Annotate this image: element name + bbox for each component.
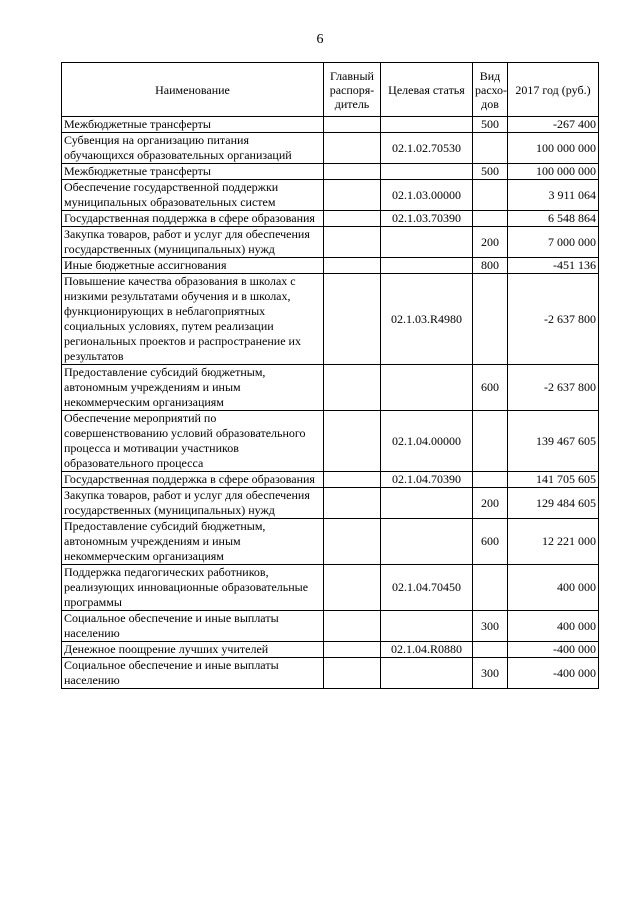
cell-type xyxy=(473,472,508,488)
table-row xyxy=(62,488,599,519)
cell-admin xyxy=(324,658,381,689)
cell-target xyxy=(381,164,473,180)
cell-admin xyxy=(324,611,381,642)
table-row xyxy=(62,117,599,133)
cell-admin xyxy=(324,211,381,227)
table-row xyxy=(62,274,599,365)
cell-name: Закупка товаров, работ и услуг для обеспечения государственных (муниципальных) нужд xyxy=(62,227,324,258)
cell-amount: 3 911 064 xyxy=(508,180,599,211)
cell-amount: -400 000 xyxy=(508,642,599,658)
cell-target xyxy=(381,365,473,411)
cell-amount: 100 000 000 xyxy=(508,133,599,164)
cell-name: Предоставление субсидий бюджетным, автономным учреждениям и иным некоммерческим организациям xyxy=(62,519,324,565)
cell-type xyxy=(473,642,508,658)
cell-target xyxy=(381,488,473,519)
cell-name: Обеспечение государственной поддержки муниципальных образовательных систем xyxy=(62,180,324,211)
cell-amount: -451 136 xyxy=(508,258,599,274)
cell-target: 02.1.03.R4980 xyxy=(381,274,473,365)
cell-name: Субвенция на организацию питания обучающихся образовательных организаций xyxy=(62,133,324,164)
header-admin: Главный распоря-дитель xyxy=(324,63,381,117)
cell-target xyxy=(381,519,473,565)
header-name: Наименование xyxy=(62,63,324,117)
cell-name: Государственная поддержка в сфере образования xyxy=(62,211,324,227)
cell-target xyxy=(381,658,473,689)
cell-target xyxy=(381,227,473,258)
cell-target xyxy=(381,611,473,642)
cell-type xyxy=(473,411,508,472)
cell-admin xyxy=(324,164,381,180)
cell-admin xyxy=(324,365,381,411)
table-row xyxy=(62,411,599,472)
table-row xyxy=(62,164,599,180)
cell-amount: 7 000 000 xyxy=(508,227,599,258)
cell-type: 300 xyxy=(473,611,508,642)
table-row xyxy=(62,227,599,258)
table-row xyxy=(62,365,599,411)
table-row xyxy=(62,519,599,565)
cell-amount: 100 000 000 xyxy=(508,164,599,180)
cell-amount: 400 000 xyxy=(508,565,599,611)
cell-target xyxy=(381,258,473,274)
cell-name: Социальное обеспечение и иные выплаты населению xyxy=(62,611,324,642)
cell-target: 02.1.03.00000 xyxy=(381,180,473,211)
cell-name: Социальное обеспечение и иные выплаты населению xyxy=(62,658,324,689)
cell-admin xyxy=(324,227,381,258)
cell-admin xyxy=(324,519,381,565)
table-row xyxy=(62,258,599,274)
cell-amount: 6 548 864 xyxy=(508,211,599,227)
table-row xyxy=(62,565,599,611)
cell-type: 600 xyxy=(473,365,508,411)
table-row xyxy=(62,211,599,227)
cell-amount: 400 000 xyxy=(508,611,599,642)
table-row xyxy=(62,642,599,658)
cell-type xyxy=(473,274,508,365)
cell-amount: -267 400 xyxy=(508,117,599,133)
cell-admin xyxy=(324,274,381,365)
cell-type xyxy=(473,133,508,164)
table-row xyxy=(62,611,599,642)
cell-name: Повышение качества образования в школах с низкими результатами обучения и в школах, функционирующих в неблагоприятных социальных условиях, путем реализации региональных проектов и распространение их результатов xyxy=(62,274,324,365)
cell-name: Межбюджетные трансферты xyxy=(62,117,324,133)
cell-target: 02.1.02.70530 xyxy=(381,133,473,164)
page-number: 6 xyxy=(316,32,324,47)
cell-type: 300 xyxy=(473,658,508,689)
cell-amount: 129 484 605 xyxy=(508,488,599,519)
table-row xyxy=(62,658,599,689)
header-target: Целевая статья xyxy=(381,63,473,117)
cell-type: 200 xyxy=(473,488,508,519)
cell-name: Обеспечение мероприятий по совершенствованию условий образовательного процесса и мотивации участников образовательного процесса xyxy=(62,411,324,472)
cell-target: 02.1.04.00000 xyxy=(381,411,473,472)
table-header-row xyxy=(62,63,599,117)
cell-admin xyxy=(324,642,381,658)
cell-type xyxy=(473,211,508,227)
cell-amount: 141 705 605 xyxy=(508,472,599,488)
cell-type: 800 xyxy=(473,258,508,274)
cell-name: Государственная поддержка в сфере образования xyxy=(62,472,324,488)
cell-type xyxy=(473,180,508,211)
cell-name: Денежное поощрение лучших учителей xyxy=(62,642,324,658)
cell-target: 02.1.04.70390 xyxy=(381,472,473,488)
cell-name: Межбюджетные трансферты xyxy=(62,164,324,180)
cell-admin xyxy=(324,411,381,472)
table-row xyxy=(62,133,599,164)
cell-type: 500 xyxy=(473,117,508,133)
cell-type: 500 xyxy=(473,164,508,180)
budget-table xyxy=(61,62,599,689)
cell-target: 02.1.04.70450 xyxy=(381,565,473,611)
cell-amount: 12 221 000 xyxy=(508,519,599,565)
cell-target: 02.1.04.R0880 xyxy=(381,642,473,658)
cell-admin xyxy=(324,488,381,519)
cell-admin xyxy=(324,565,381,611)
cell-target xyxy=(381,117,473,133)
cell-type: 600 xyxy=(473,519,508,565)
cell-target: 02.1.03.70390 xyxy=(381,211,473,227)
table-row xyxy=(62,180,599,211)
cell-name: Предоставление субсидий бюджетным, автономным учреждениям и иным некоммерческим организациям xyxy=(62,365,324,411)
table-row xyxy=(62,472,599,488)
cell-admin xyxy=(324,258,381,274)
cell-amount: -2 637 800 xyxy=(508,365,599,411)
cell-name: Иные бюджетные ассигнования xyxy=(62,258,324,274)
header-type: Вид расхо-дов xyxy=(473,63,508,117)
cell-name: Закупка товаров, работ и услуг для обеспечения государственных (муниципальных) нужд xyxy=(62,488,324,519)
cell-amount: -400 000 xyxy=(508,658,599,689)
cell-admin xyxy=(324,117,381,133)
cell-admin xyxy=(324,180,381,211)
cell-amount: -2 637 800 xyxy=(508,274,599,365)
cell-amount: 139 467 605 xyxy=(508,411,599,472)
cell-admin xyxy=(324,133,381,164)
cell-type: 200 xyxy=(473,227,508,258)
cell-type xyxy=(473,565,508,611)
cell-name: Поддержка педагогических работников, реализующих инновационные образовательные программы xyxy=(62,565,324,611)
cell-admin xyxy=(324,472,381,488)
header-amount: 2017 год (руб.) xyxy=(508,63,599,117)
